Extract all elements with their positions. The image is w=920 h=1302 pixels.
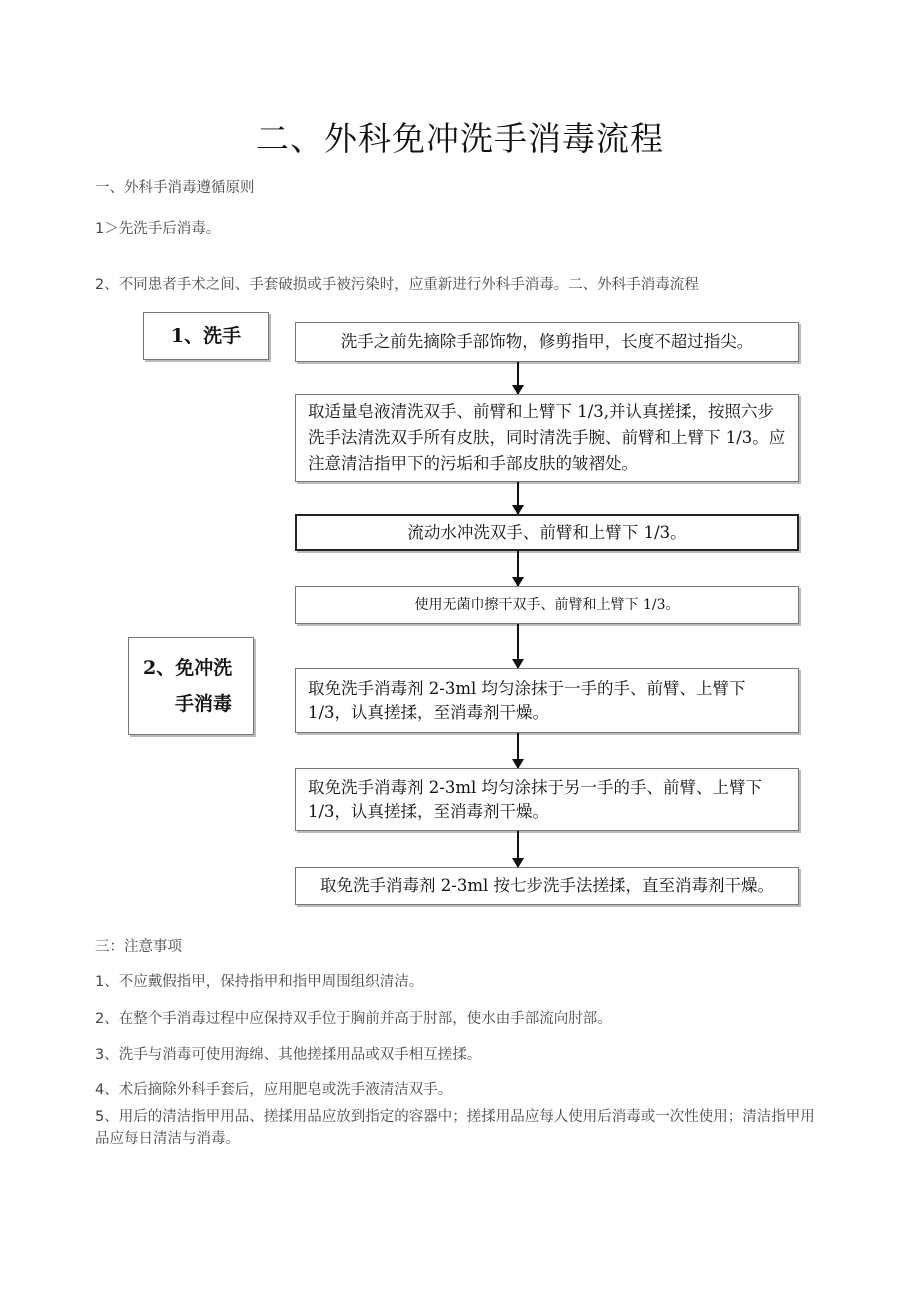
note-item: 1、不应戴假指甲，保持指甲和指甲周围组织清洁。 <box>95 974 424 990</box>
flow-arrow <box>517 362 519 394</box>
principle-1: 1＞先洗手后消毒。 <box>95 221 221 237</box>
flow-step-4: 使用无菌巾擦干双手、前臂和上臂下 1/3。 <box>295 586 799 624</box>
flow-label-disinfect-line2: 手消毒 <box>175 693 233 715</box>
flow-label-disinfect <box>128 637 254 735</box>
flow-arrow <box>517 624 519 668</box>
notes-heading: 三：注意事项 <box>95 939 182 955</box>
flow-arrow <box>517 831 519 867</box>
note-item: 3、洗手与消毒可使用海绵、其他搓揉用品或双手相互搓揉。 <box>95 1047 482 1063</box>
principle-2: 2、不同患者手术之间、手套破损或手被污染时，应重新进行外科手消毒。二、外科手消毒流程 <box>95 277 699 293</box>
flow-arrow <box>517 551 519 586</box>
flow-label-wash: 1、洗手 <box>143 312 269 360</box>
flow-step-3: 流动水冲洗双手、前臂和上臂下 1/3。 <box>295 514 799 551</box>
flow-label-disinfect-line1: 2、免冲洗 <box>143 657 233 679</box>
flow-step-5: 取免洗手消毒剂 2-3ml 均匀涂抹于一手的手、前臂、上臂下 1/3，认真搓揉，至消毒剂干燥。 <box>295 668 799 733</box>
note-item: 4、术后摘除外科手套后，应用肥皂或洗手液清洁双手。 <box>95 1082 453 1098</box>
page-title: 二、外科免冲洗手消毒流程 <box>256 119 664 158</box>
flow-step-6: 取免洗手消毒剂 2-3ml 均匀涂抹于另一手的手、前臂、上臂下 1/3，认真搓揉，至消毒剂干燥。 <box>295 768 799 831</box>
note-item: 2、在整个手消毒过程中应保持双手位于胸前并高于肘部，使水由手部流向肘部。 <box>95 1011 612 1027</box>
flow-step-1: 洗手之前先摘除手部饰物，修剪指甲，长度不超过指尖。 <box>295 322 799 362</box>
flow-step-7: 取免洗手消毒剂 2-3ml 按七步洗手法搓揉，直至消毒剂干燥。 <box>295 867 799 905</box>
note-item: 5、用后的清洁指甲用品、搓揉用品应放到指定的容器中；搓揉用品应每人使用后消毒或一次性使用；清洁指甲用品应每日清洁与消毒。 <box>95 1109 815 1147</box>
flow-step-2: 取适量皂液清洗双手、前臂和上臂下 1/3,并认真搓揉，按照六步洗手法清洗双手所有皮肤，同时清洗手腕、前臂和上臂下 1/3。应注意清洁指甲下的污垢和手部皮肤的皱褶处。 <box>295 394 799 482</box>
flow-arrow <box>517 733 519 768</box>
section1-heading: 一、外科手消毒遵循原则 <box>95 180 255 196</box>
flow-arrow <box>517 482 519 514</box>
